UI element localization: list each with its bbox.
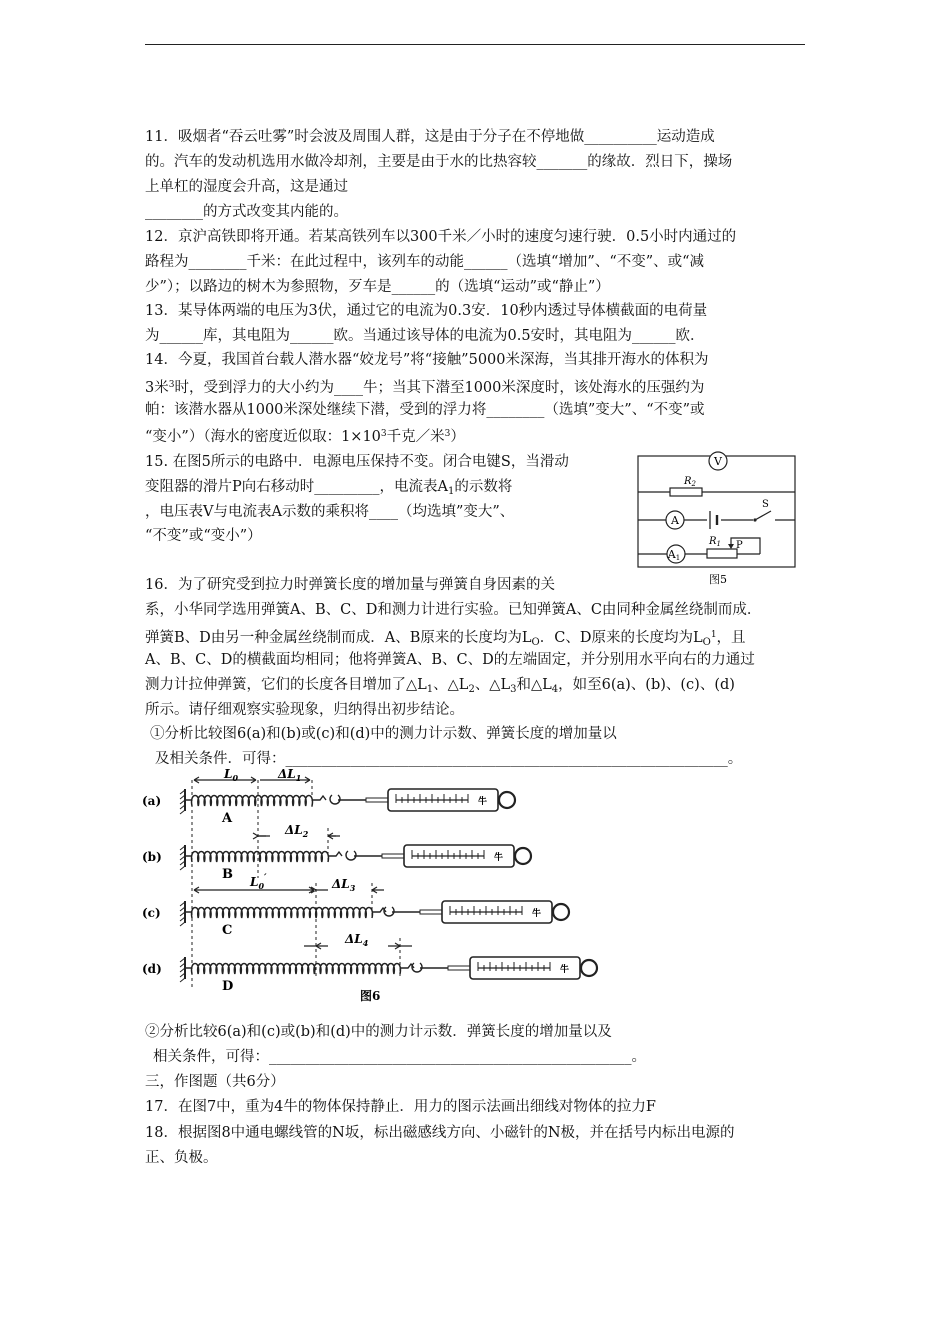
q17-line: 17．在图7中，重为4牛的物体保持静止．用力的图示法画出细线对物体的拉力F (145, 1099, 656, 1115)
q16-line-5: 测力计拉伸弹簧，它们的长度各目增加了$\triangle L_1$、$\triangle L_2$、$\triangle L_3$和$\triangle L_4$，如至6(a)、(b)、(c)、(d) (145, 677, 735, 695)
wall-hatch-3 (180, 978, 185, 982)
dim-dl-label-2: $\Delta L_3$ (332, 877, 356, 893)
dim-dl-label-0: $\Delta L_1$ (278, 768, 302, 783)
gauge-ring-1 (515, 848, 531, 864)
row-label-1: (b) (142, 850, 162, 864)
q18-line-2: 正、负极。 (145, 1150, 218, 1166)
row-label-3: (d) (142, 962, 162, 976)
r2-label: $R_2$ (684, 476, 696, 488)
figure-6-springs (140, 768, 610, 1004)
spring-tail-1 (328, 852, 342, 856)
voltmeter-label: V (714, 455, 722, 468)
spring-label-0: A (222, 811, 233, 826)
ammeter-a-label: A (671, 514, 679, 527)
switch-label: S (762, 499, 769, 510)
spring-tail-0 (312, 796, 326, 800)
wall-hatch-2 (180, 922, 185, 926)
q14-line-2: 3米$^3$时，受到浮力的大小约为____牛；当其下潜至1000米深度时，该处海水的压强约为 (145, 380, 705, 396)
spring-coil-2 (192, 908, 373, 919)
header-rule (145, 44, 805, 45)
gauge-rod-0 (366, 798, 390, 802)
gauge-unit-2: 牛 (532, 909, 542, 919)
section-3-title: 三，作图题（共6分） (145, 1074, 285, 1090)
dim-dl-label-1: $\Delta L_2$ (285, 823, 309, 839)
gauge-unit-1: 牛 (494, 853, 504, 863)
q11-line-3: 上单杠的湿度会升高，这是通过 (145, 179, 348, 195)
figure-5-caption: 图5 (709, 573, 727, 586)
dim-dl-label-3: $\Delta L_4$ (345, 932, 369, 948)
gauge-hook-0 (330, 795, 366, 804)
q12-line-1: 12．京沪高铁即将开通。若某高铁列车以300千米／小时的速度匀速行驶．0.5小时内通过的 (145, 229, 737, 245)
q16-line-4: A、B、C、D的横截面均相同；他将弹簧A、B、C、D的左端固定，并分别用水平向右的力通过 (145, 652, 755, 668)
figure-5-circuit (625, 445, 810, 590)
q15-line-1: 15. 在图5所示的电路中．电源电压保持不变。闭合电键S，当滑动 (145, 454, 569, 470)
q12-line-3: 少”）；以路边的树木为参照物，歹车是______的（选填“运动”或“静止”） (145, 279, 610, 295)
gauge-ring-0 (499, 792, 515, 808)
spring-label-1: B (222, 867, 233, 882)
q16-part1-line-2: 及相关条件．可得：_____________________________________________________________。 (155, 751, 743, 767)
figure-6-caption: 图6 (360, 989, 381, 1003)
dim-l0p-label: $L_0'$ (250, 873, 267, 891)
row-label-0: (a) (142, 794, 162, 808)
gauge-ring-2 (553, 904, 569, 920)
spring-coil-0 (192, 796, 313, 807)
spring-label-3: D (222, 979, 234, 994)
gauge-hook-1 (346, 851, 382, 860)
spring-coil-1 (192, 852, 329, 863)
wall-hatch-1 (180, 866, 185, 870)
q15-line-3: ，电压表V与电流表A示数的乘积将____（均选填”变大”、 (145, 504, 515, 520)
gauge-hook-2 (384, 907, 420, 916)
slider-arrow-icon (728, 544, 734, 549)
wall-hatch-0 (180, 810, 185, 814)
row-label-2: (c) (142, 906, 161, 920)
q11-line-4: ________的方式改变其内能的。 (145, 204, 348, 220)
r1-label: $R_1$ (709, 536, 721, 548)
slider-p-label: P (736, 540, 743, 551)
gauge-rod-3 (448, 966, 472, 970)
q14-line-4: “变小”）（海水的密度近似取：$1\times 10^3$千克／米$^3$） (145, 429, 465, 445)
rheostat-r1-icon (707, 549, 737, 558)
q14-line-3: 帕：该潜水器从1000米深处继续下潜，受到的浮力将________（选填”变大”、“不变”或 (145, 402, 705, 418)
ammeter-a1-label: A1 (667, 548, 681, 562)
q13-line-2: 为______库，其电阻为______欧。当通过该导体的电流为0.5安时，其电阻为______欧． (145, 328, 705, 344)
gauge-unit-3: 牛 (560, 965, 570, 975)
q18-line-1: 18．根据图8中通电螺线管的N坂，标出磁感线方向、小磁针的N极，并在括号内标出电源的 (145, 1125, 735, 1141)
spring-coil-3 (192, 964, 401, 975)
q16-part2-line-1: ②分析比较6(a)和(c)或(b)和(d)中的测力计示数．弹簧长度的增加量以及 (145, 1024, 612, 1040)
q11-line-1: 11．吸烟者“吞云吐雾”时会波及周围人群，这是由于分子在不停地做__________运动造成 (145, 129, 715, 145)
gauge-unit-0: 牛 (478, 797, 488, 807)
q13-line-1: 13．某导体两端的电压为3伏，通过它的电流为0.3安．10秒内透过导体横截面的电荷量 (145, 303, 708, 319)
gauge-hook-3 (412, 963, 448, 972)
q14-line-1: 14．今夏，我国首台载人潜水器“姣龙号”将“接触”5000米深海，当其排开海水的体积为 (145, 352, 709, 368)
q16-part2-line-2: 相关条件，可得：__________________________________________________。 (153, 1049, 646, 1065)
q11-line-2: 的。汽车的发动机选用水做冷却剂，主要是由于水的比热容较_______的缘故．烈日下，操场 (145, 154, 733, 170)
q16-line-1: 16．为了研究受到拉力时弹簧长度的增加量与弹簧自身因素的关 (145, 577, 555, 593)
gauge-rod-2 (420, 910, 444, 914)
q15-line-4: “不变”或“变小”） (145, 528, 262, 544)
gauge-ring-3 (581, 960, 597, 976)
q15-line-2: 变阻器的滑片P向右移动时_________，电流表$A_1$的示数将 (145, 479, 513, 497)
resistor-r2-icon (670, 488, 702, 496)
q12-line-2: 路程为________千米：在此过程中，该列车的动能______（选填“增加”、“不变”、或“减 (145, 254, 705, 270)
q16-part1-line-1: ①分析比较图6(a)和(b)或(c)和(d)中的测力计示数、弹簧长度的增加量以 (150, 726, 617, 742)
dim-l0-label: $L_0$ (224, 768, 239, 783)
q16-line-3: 弹簧B、D由另一种金属丝绕制而成．A、B原来的长度均为$L_O$．C、D原来的长度均为$L_O^1$，且 (145, 630, 746, 648)
q16-line-6: 所示。请仔细观察实验现象，归纳得出初步结论。 (145, 702, 464, 718)
spring-label-2: C (222, 923, 233, 938)
gauge-rod-1 (382, 854, 406, 858)
q16-line-2: 系，小华同学选用弹簧A、B、C、D和测力计进行实验。已知弹簧A、C由同种金属丝绕制而成． (145, 602, 762, 618)
